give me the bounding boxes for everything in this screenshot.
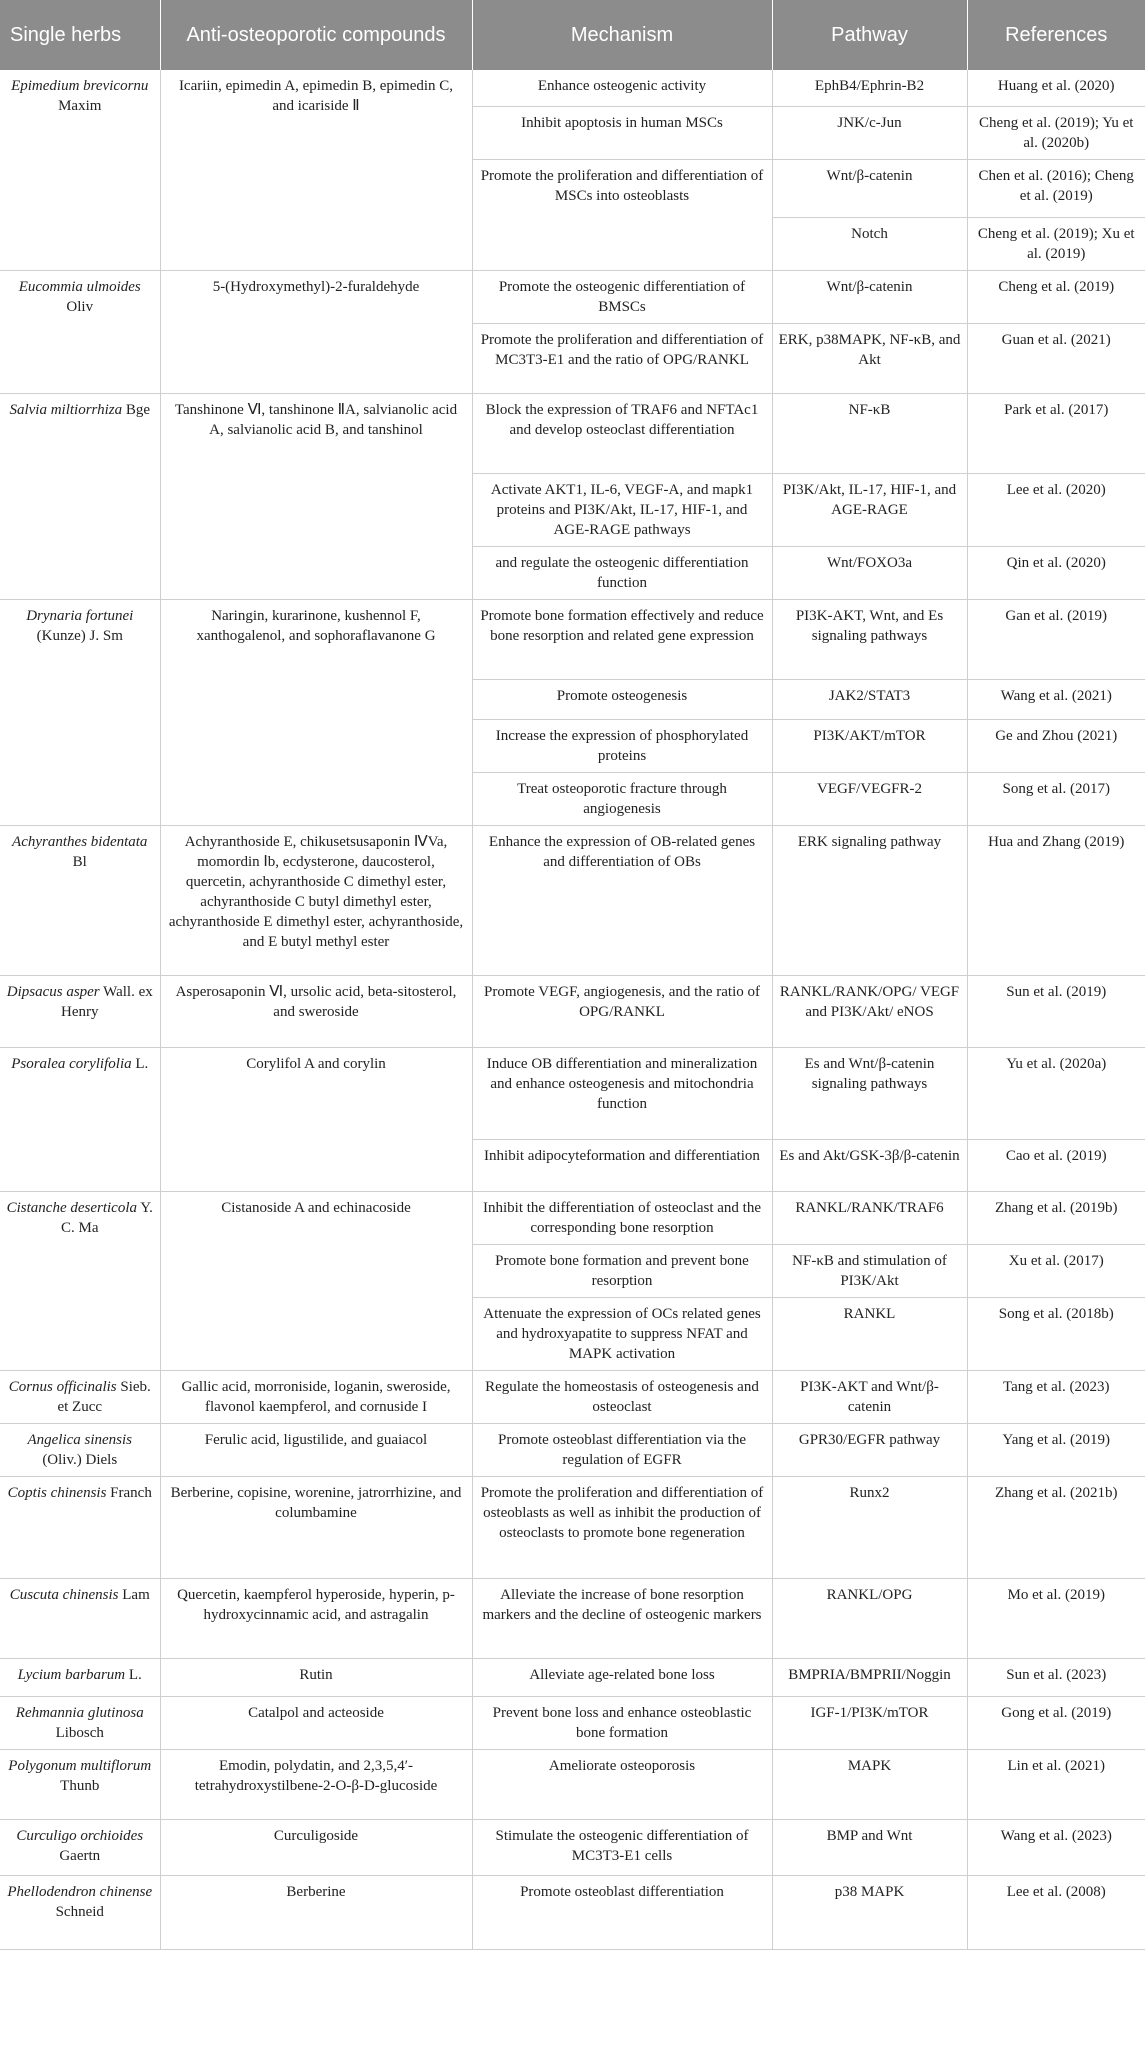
herb-species: Cuscuta chinensis bbox=[9, 1586, 119, 1603]
herb-cell bbox=[0, 825, 160, 975]
herb-cell bbox=[0, 1749, 160, 1819]
herb-species: Phellodendron chinense bbox=[7, 1883, 153, 1900]
herb-author: Sieb. et Zucc bbox=[57, 1378, 151, 1415]
pathway-cell: PI3K-AKT, Wnt, and Es signaling pathways bbox=[772, 599, 967, 679]
herb-cell bbox=[0, 1658, 160, 1696]
pathway-cell: PI3K/AKT/mTOR bbox=[772, 719, 967, 772]
herb-author: (Oliv.) Diels bbox=[42, 1451, 118, 1468]
pathway-cell: BMP and Wnt bbox=[772, 1819, 967, 1875]
mechanism-cell: Promote VEGF, angiogenesis, and the ratio of OPG/RANKL bbox=[472, 975, 772, 1047]
herb-cell bbox=[0, 70, 160, 270]
mechanism-cell: Induce OB differentiation and mineralization and enhance osteogenesis and mitochondria function bbox=[472, 1047, 772, 1139]
mechanism-cell: and regulate the osteogenic differentiation function bbox=[472, 546, 772, 599]
herb-author: Franch bbox=[110, 1484, 152, 1501]
column-header: Anti-osteoporotic compounds bbox=[160, 0, 472, 70]
mechanism-cell: Stimulate the osteogenic differentiation of MC3T3-E1 cells bbox=[472, 1819, 772, 1875]
pathway-cell: GPR30/EGFR pathway bbox=[772, 1423, 967, 1476]
compounds-cell: Berberine bbox=[160, 1875, 472, 1949]
column-header: Single herbs bbox=[0, 0, 160, 70]
reference-cell: Cheng et al. (2019) bbox=[967, 270, 1145, 323]
pathway-cell: RANKL/RANK/OPG/ VEGF and PI3K/Akt/ eNOS bbox=[772, 975, 967, 1047]
pathway-cell: p38 MAPK bbox=[772, 1875, 967, 1949]
reference-cell: Cheng et al. (2019); Yu et al. (2020b) bbox=[967, 106, 1145, 159]
mechanism-cell: Promote the proliferation and differentiation of osteoblasts as well as inhibit the production of osteoclasts to promote bone regeneration bbox=[472, 1476, 772, 1578]
herb-cell bbox=[0, 1476, 160, 1578]
table-row bbox=[0, 975, 1145, 1047]
mechanism-cell: Increase the expression of phosphorylated proteins bbox=[472, 719, 772, 772]
herb-species: Lycium barbarum bbox=[17, 1666, 126, 1683]
compounds-cell: 5-(Hydroxymethyl)-2-furaldehyde bbox=[160, 270, 472, 393]
mechanism-cell: Activate AKT1, IL-6, VEGF-A, and mapk1 proteins and PI3K/Akt, IL-17, HIF-1, and AGE-RAGE pathways bbox=[472, 473, 772, 546]
table-row bbox=[0, 825, 1145, 975]
table-row bbox=[0, 1423, 1145, 1476]
reference-cell: Yu et al. (2020a) bbox=[967, 1047, 1145, 1139]
mechanism-cell: Alleviate age-related bone loss bbox=[472, 1658, 772, 1696]
reference-cell: Chen et al. (2016); Cheng et al. (2019) bbox=[967, 159, 1145, 217]
pathway-cell: RANKL/OPG bbox=[772, 1578, 967, 1658]
herb-cell bbox=[0, 1423, 160, 1476]
herb-species: Epimedium brevicornu bbox=[11, 78, 149, 94]
herb-author: L. bbox=[135, 1055, 149, 1072]
herb-author: Schneid bbox=[55, 1903, 104, 1920]
table-row bbox=[0, 270, 1145, 323]
reference-cell: Zhang et al. (2019b) bbox=[967, 1191, 1145, 1244]
herb-author: Maxim bbox=[58, 98, 102, 114]
mechanism-cell: Promote bone formation and prevent bone resorption bbox=[472, 1244, 772, 1297]
mechanism-cell: Promote osteogenesis bbox=[472, 679, 772, 719]
compounds-cell: Naringin, kurarinone, kushennol F, xanthogalenol, and sophoraflavanone G bbox=[160, 599, 472, 825]
herb-author: Bge bbox=[125, 401, 151, 418]
mechanism-cell: Promote the osteogenic differentiation of BMSCs bbox=[472, 270, 772, 323]
table-row bbox=[0, 599, 1145, 679]
herb-cell bbox=[0, 1875, 160, 1949]
herb-author: Bl bbox=[72, 853, 87, 870]
reference-cell: Cao et al. (2019) bbox=[967, 1139, 1145, 1191]
pathway-cell: MAPK bbox=[772, 1749, 967, 1819]
table-row bbox=[0, 1875, 1145, 1949]
reference-cell: Guan et al. (2021) bbox=[967, 323, 1145, 393]
reference-cell: Hua and Zhang (2019) bbox=[967, 825, 1145, 975]
pathway-cell: Es and Wnt/β-catenin signaling pathways bbox=[772, 1047, 967, 1139]
table-row bbox=[0, 70, 1145, 106]
compounds-cell: Quercetin, kaempferol hyperoside, hyperin, p-hydroxycinnamic acid, and astragalin bbox=[160, 1578, 472, 1658]
pathway-cell: Wnt/FOXO3a bbox=[772, 546, 967, 599]
mechanism-cell: Inhibit apoptosis in human MSCs bbox=[472, 106, 772, 159]
pathway-cell: IGF-1/PI3K/mTOR bbox=[772, 1696, 967, 1749]
herb-author: Lam bbox=[122, 1586, 150, 1603]
pathway-cell: EphB4/Ephrin-B2 bbox=[772, 70, 967, 106]
herb-cell bbox=[0, 1191, 160, 1370]
compounds-cell: Corylifol A and corylin bbox=[160, 1047, 472, 1191]
pathway-cell: NF-κB bbox=[772, 393, 967, 473]
table-row bbox=[0, 1696, 1145, 1749]
herb-author: Y. C. Ma bbox=[61, 1199, 153, 1236]
pathway-cell: ERK, p38MAPK, NF-κB, and Akt bbox=[772, 323, 967, 393]
mechanism-cell: Ameliorate osteoporosis bbox=[472, 1749, 772, 1819]
compounds-cell: Rutin bbox=[160, 1658, 472, 1696]
table-header bbox=[0, 0, 1145, 70]
table-body bbox=[0, 70, 1145, 1949]
compounds-cell: Icariin, epimedin A, epimedin B, epimedin C, and icariside Ⅱ bbox=[160, 70, 472, 270]
reference-cell: Sun et al. (2019) bbox=[967, 975, 1145, 1047]
table-row bbox=[0, 1370, 1145, 1423]
herb-cell bbox=[0, 975, 160, 1047]
compounds-cell: Achyranthoside E, chikusetsusaponin ⅣVa, momordin Ⅰb, ecdysterone, daucosterol, quercetin, achyranthoside C dimethyl ester, achyranthoside C butyl dimethyl ester, achyranthoside E dimethyl ester, achyranthoside, and E butyl methyl ester bbox=[160, 825, 472, 975]
mechanism-cell: Promote the proliferation and differentiation of MC3T3-E1 and the ratio of OPG/RANKL bbox=[472, 323, 772, 393]
reference-cell: Zhang et al. (2021b) bbox=[967, 1476, 1145, 1578]
mechanism-cell: Inhibit the differentiation of osteoclast and the corresponding bone resorption bbox=[472, 1191, 772, 1244]
pathway-cell: NF-κB and stimulation of PI3K/Akt bbox=[772, 1244, 967, 1297]
herb-species: Angelica sinensis bbox=[27, 1431, 133, 1448]
pathway-cell: Notch bbox=[772, 217, 967, 270]
compounds-cell: Curculigoside bbox=[160, 1819, 472, 1875]
herb-cell bbox=[0, 1578, 160, 1658]
reference-cell: Wang et al. (2023) bbox=[967, 1819, 1145, 1875]
reference-cell: Gan et al. (2019) bbox=[967, 599, 1145, 679]
herb-author: Wall. ex Henry bbox=[61, 983, 153, 1020]
compounds-cell: Ferulic acid, ligustilide, and guaiacol bbox=[160, 1423, 472, 1476]
table-row bbox=[0, 1819, 1145, 1875]
mechanism-cell: Promote the proliferation and differentiation of MSCs into osteoblasts bbox=[472, 159, 772, 270]
herb-species: Dipsacus asper bbox=[6, 983, 100, 1000]
mechanism-cell: Enhance the expression of OB-related genes and differentiation of OBs bbox=[472, 825, 772, 975]
pathway-cell: Runx2 bbox=[772, 1476, 967, 1578]
mechanism-cell: Attenuate the expression of OCs related genes and hydroxyapatite to suppress NFAT and MAPK activation bbox=[472, 1297, 772, 1370]
pathway-cell: PI3K-AKT and Wnt/β-catenin bbox=[772, 1370, 967, 1423]
header-row bbox=[0, 0, 1145, 70]
herb-author: Libosch bbox=[55, 1724, 104, 1741]
column-header: Pathway bbox=[772, 0, 967, 70]
reference-cell: Lin et al. (2021) bbox=[967, 1749, 1145, 1819]
reference-cell: Qin et al. (2020) bbox=[967, 546, 1145, 599]
herb-species: Curculigo orchioides bbox=[16, 1827, 144, 1844]
mechanism-cell: Promote bone formation effectively and reduce bone resorption and related gene expression bbox=[472, 599, 772, 679]
herb-cell bbox=[0, 1819, 160, 1875]
column-header: Mechanism bbox=[472, 0, 772, 70]
pathway-cell: RANKL/RANK/TRAF6 bbox=[772, 1191, 967, 1244]
herb-cell bbox=[0, 599, 160, 825]
mechanism-cell: Block the expression of TRAF6 and NFTAc1 and develop osteoclast differentiation bbox=[472, 393, 772, 473]
herb-species: Psoralea corylifolia bbox=[11, 1055, 132, 1072]
mechanism-cell: Promote osteoblast differentiation bbox=[472, 1875, 772, 1949]
reference-cell: Huang et al. (2020) bbox=[967, 70, 1145, 106]
pathway-cell: BMPRIA/BMPRII/Noggin bbox=[772, 1658, 967, 1696]
herb-species: Achyranthes bidentata bbox=[12, 833, 148, 850]
reference-cell: Song et al. (2018b) bbox=[967, 1297, 1145, 1370]
pathway-cell: Wnt/β-catenin bbox=[772, 159, 967, 217]
reference-cell: Song et al. (2017) bbox=[967, 772, 1145, 825]
herb-cell bbox=[0, 270, 160, 393]
herb-author: Gaertn bbox=[59, 1847, 101, 1864]
pathway-cell: JNK/c-Jun bbox=[772, 106, 967, 159]
reference-cell: Park et al. (2017) bbox=[967, 393, 1145, 473]
herb-species: Rehmannia glutinosa bbox=[15, 1704, 144, 1721]
pathway-cell: VEGF/VEGFR-2 bbox=[772, 772, 967, 825]
herb-author: L. bbox=[128, 1666, 142, 1683]
mechanism-cell: Treat osteoporotic fracture through angiogenesis bbox=[472, 772, 772, 825]
pathway-cell: PI3K/Akt, IL-17, HIF-1, and AGE-RAGE bbox=[772, 473, 967, 546]
mechanism-cell: Alleviate the increase of bone resorption markers and the decline of osteogenic markers bbox=[472, 1578, 772, 1658]
herb-species: Eucommia ulmoides bbox=[18, 278, 141, 295]
column-header: References bbox=[967, 0, 1145, 70]
mechanism-cell: Inhibit adipocyteformation and differentiation bbox=[472, 1139, 772, 1191]
compounds-cell: Emodin, polydatin, and 2,3,5,4′-tetrahydroxystilbene-2-O-β-D-glucoside bbox=[160, 1749, 472, 1819]
herb-author: Oliv bbox=[66, 298, 94, 315]
table-row bbox=[0, 1749, 1145, 1819]
table-row bbox=[0, 393, 1145, 473]
herb-species: Cornus officinalis bbox=[8, 1378, 117, 1395]
compounds-cell: Asperosaponin Ⅵ, ursolic acid, beta-sitosterol, and sweroside bbox=[160, 975, 472, 1047]
pathway-cell: RANKL bbox=[772, 1297, 967, 1370]
reference-cell: Lee et al. (2008) bbox=[967, 1875, 1145, 1949]
reference-cell: Xu et al. (2017) bbox=[967, 1244, 1145, 1297]
compounds-cell: Cistanoside A and echinacoside bbox=[160, 1191, 472, 1370]
herb-species: Drynaria fortunei bbox=[26, 607, 134, 624]
mechanism-cell: Promote osteoblast differentiation via the regulation of EGFR bbox=[472, 1423, 772, 1476]
pathway-cell: Wnt/β-catenin bbox=[772, 270, 967, 323]
reference-cell: Sun et al. (2023) bbox=[967, 1658, 1145, 1696]
reference-cell: Lee et al. (2020) bbox=[967, 473, 1145, 546]
pathway-cell: Es and Akt/GSK-3β/β-catenin bbox=[772, 1139, 967, 1191]
table-row bbox=[0, 1658, 1145, 1696]
table-row bbox=[0, 1476, 1145, 1578]
reference-cell: Cheng et al. (2019); Xu et al. (2019) bbox=[967, 217, 1145, 270]
herb-cell bbox=[0, 1047, 160, 1191]
compounds-cell: Catalpol and acteoside bbox=[160, 1696, 472, 1749]
herb-species: Salvia miltiorrhiza bbox=[9, 401, 123, 418]
herb-cell bbox=[0, 1370, 160, 1423]
compounds-cell: Gallic acid, morroniside, loganin, sweroside, flavonol kaempferol, and cornuside I bbox=[160, 1370, 472, 1423]
mechanism-cell: Prevent bone loss and enhance osteoblastic bone formation bbox=[472, 1696, 772, 1749]
mechanism-cell: Enhance osteogenic activity bbox=[472, 70, 772, 106]
mechanism-cell: Regulate the homeostasis of osteogenesis and osteoclast bbox=[472, 1370, 772, 1423]
herb-author: Thunb bbox=[60, 1777, 100, 1794]
herb-author: (Kunze) J. Sm bbox=[36, 627, 123, 644]
herb-species: Cistanche deserticola bbox=[6, 1199, 138, 1216]
reference-cell: Tang et al. (2023) bbox=[967, 1370, 1145, 1423]
reference-cell: Ge and Zhou (2021) bbox=[967, 719, 1145, 772]
herb-cell bbox=[0, 1696, 160, 1749]
reference-cell: Gong et al. (2019) bbox=[967, 1696, 1145, 1749]
compounds-cell: Berberine, copisine, worenine, jatrorrhizine, and columbamine bbox=[160, 1476, 472, 1578]
herb-cell bbox=[0, 393, 160, 599]
table-row bbox=[0, 1047, 1145, 1139]
herb-species: Polygonum multiflorum bbox=[8, 1757, 152, 1774]
reference-cell: Mo et al. (2019) bbox=[967, 1578, 1145, 1658]
compounds-cell: Tanshinone Ⅵ, tanshinone ⅡA, salvianolic acid A, salvianolic acid B, and tanshinol bbox=[160, 393, 472, 599]
table-row bbox=[0, 1191, 1145, 1244]
pathway-cell: JAK2/STAT3 bbox=[772, 679, 967, 719]
reference-cell: Yang et al. (2019) bbox=[967, 1423, 1145, 1476]
pathway-cell: ERK signaling pathway bbox=[772, 825, 967, 975]
reference-cell: Wang et al. (2021) bbox=[967, 679, 1145, 719]
table-row bbox=[0, 1578, 1145, 1658]
herb-species: Coptis chinensis bbox=[7, 1484, 107, 1501]
